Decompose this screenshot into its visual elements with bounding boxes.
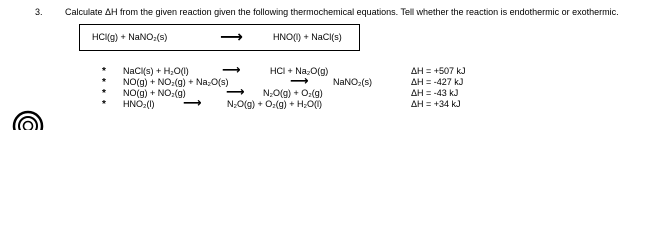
equation-row xyxy=(0,95,670,111)
question-text: Calculate ΔH from the given reaction given the following thermochemical equations. Tell whether the reaction is endothermic or exothermic. xyxy=(65,7,619,17)
delta-h-value: ΔH = -43 kJ xyxy=(411,88,459,98)
reaction-arrow: ⟶ xyxy=(183,95,202,110)
delta-h-value: ΔH = +34 kJ xyxy=(411,99,461,109)
equation-right: N₂O(g) + O₂(g) xyxy=(263,88,323,98)
equation-right: HCl + Na₂O(g) xyxy=(270,66,329,76)
delta-h-value: ΔH = -427 kJ xyxy=(411,77,464,87)
reaction-arrow: ⟶ xyxy=(222,62,241,77)
equation-left: NaCl(s) + H₂O(l) xyxy=(123,66,189,76)
bullet-marker: * xyxy=(102,77,106,88)
reaction-arrow: ⟶ xyxy=(226,84,245,99)
target-reactants: HCl(g) + NaNO₂(s) xyxy=(92,32,168,42)
bullet-marker: * xyxy=(102,88,106,99)
target-products: HNO(l) + NaCl(s) xyxy=(273,32,342,42)
target-arrow: ⟶ xyxy=(220,29,243,46)
logo-icon xyxy=(8,104,48,130)
bullet-marker: * xyxy=(102,66,106,77)
equation-left: NO(g) + NO₂(g) + Na₂O(s) xyxy=(123,77,229,87)
equation-right: NaNO₂(s) xyxy=(333,77,372,87)
question-number: 3. xyxy=(35,7,43,17)
target-reaction-box xyxy=(79,24,360,51)
equation-right: N₂O(g) + O₂(g) + H₂O(l) xyxy=(227,99,322,109)
bullet-marker: * xyxy=(102,99,106,110)
equation-left: NO(g) + NO₂(g) xyxy=(123,88,186,98)
delta-h-value: ΔH = +507 kJ xyxy=(411,66,466,76)
reaction-arrow: ⟶ xyxy=(290,73,309,88)
equation-left: HNO₂(l) xyxy=(123,99,155,109)
